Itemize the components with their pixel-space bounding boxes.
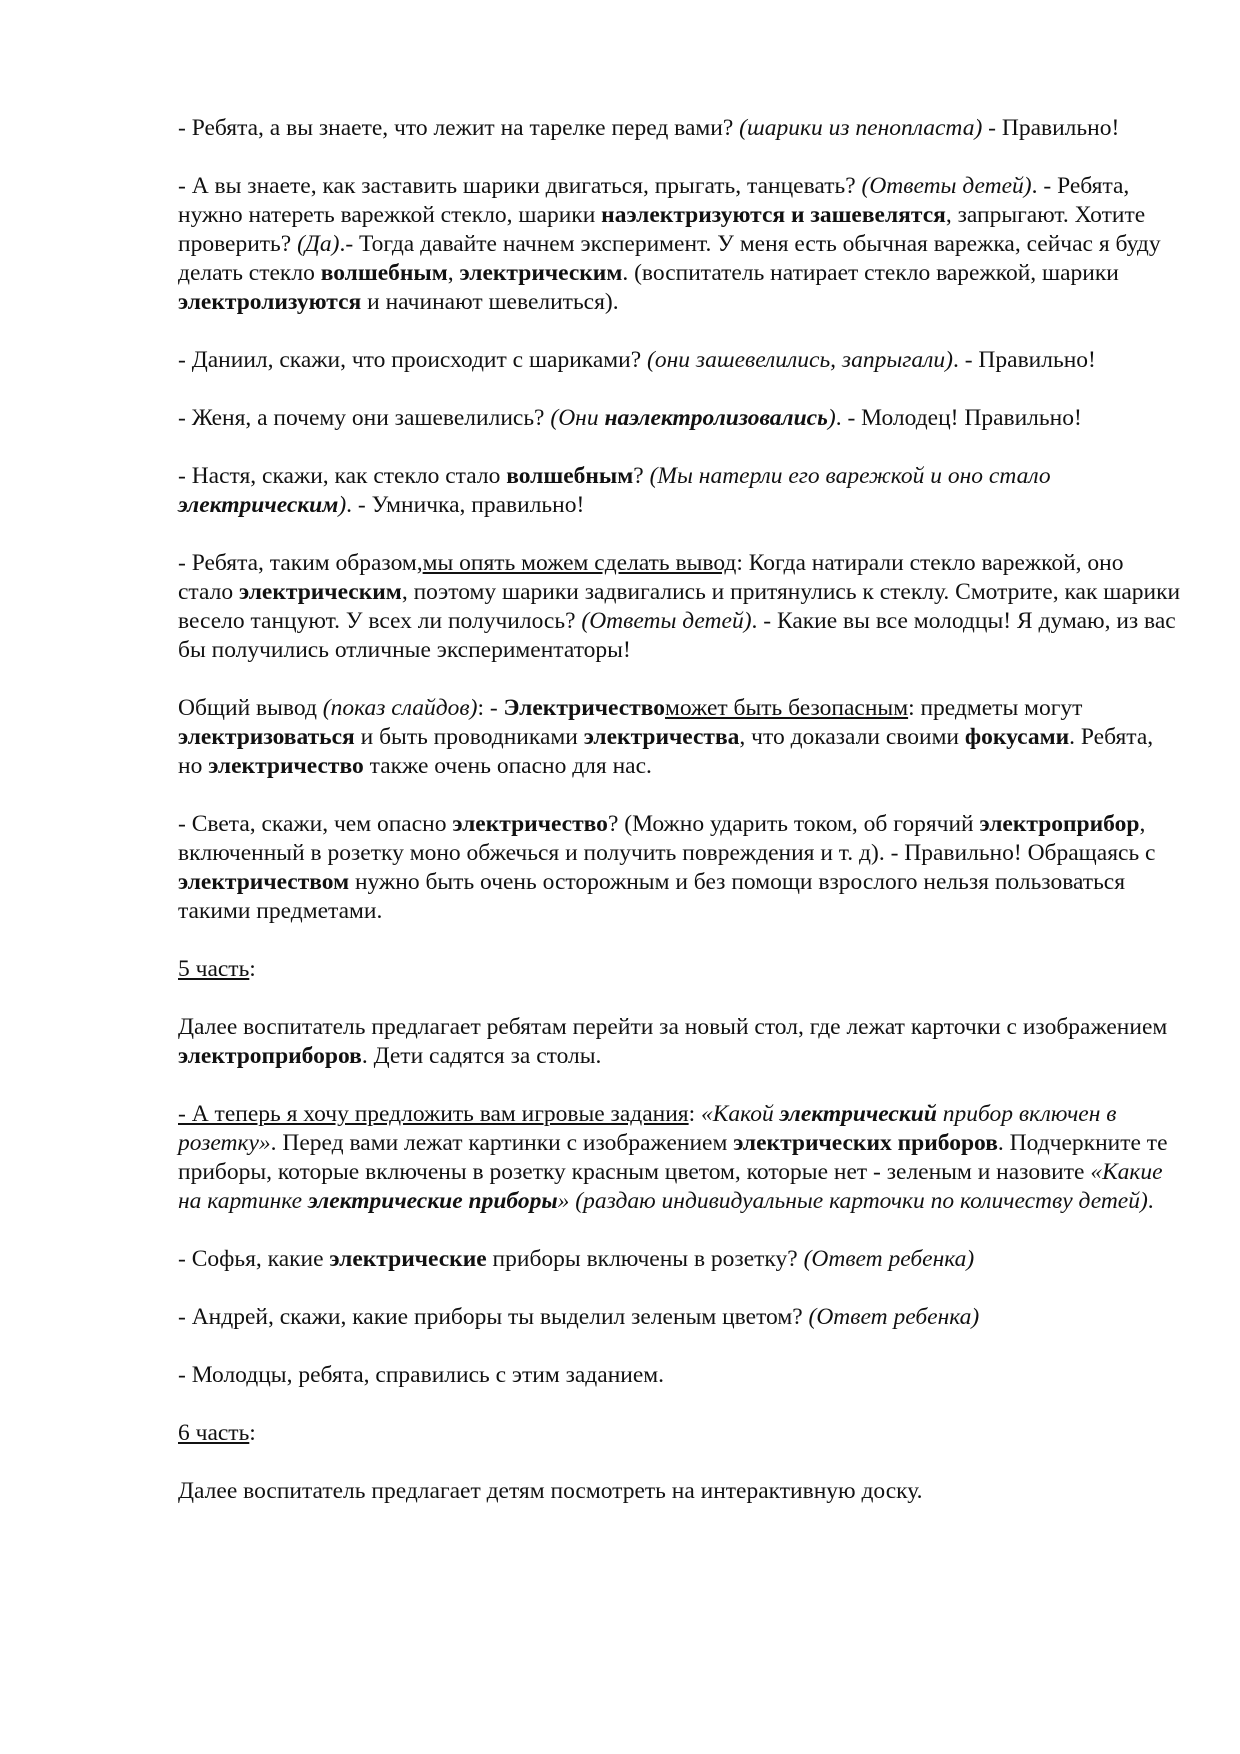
text-run: и быть проводниками — [354, 724, 584, 750]
text-run: ? — [633, 463, 650, 489]
paragraph-10 — [178, 1013, 1182, 1071]
text-run: (Ответ ребенка) — [808, 1304, 980, 1330]
text-run: » — [557, 1188, 570, 1214]
text-run: ) — [338, 492, 347, 518]
text-run: : — [249, 956, 256, 982]
text-run: мы опять можем сделать вывод — [422, 550, 737, 576]
text-run: (показ слайдов) — [322, 695, 478, 721]
text-run: электролизуются — [178, 289, 362, 315]
text-run: электричества — [583, 724, 740, 750]
text-run: электроприборов — [178, 1043, 362, 1069]
text-run: . - Какие вы все молодцы! Я думаю, из вас бы получились отличные экспериментаторы! — [178, 608, 1182, 663]
text-run: электрические — [329, 1246, 487, 1272]
text-run: , — [447, 260, 460, 286]
text-run: . - Молодец! Правильно! — [835, 405, 1082, 431]
text-run: электричество — [452, 811, 608, 837]
text-run: (шарики из пенопласта) — [739, 115, 983, 141]
text-run: , поэтому шарики задвигались и притянулись к стеклу. Смотрите, как шарики весело танцуют. У всех ли получилось? — [178, 579, 1186, 634]
text-run: (Ответ ребенка) — [803, 1246, 975, 1272]
paragraph-9 — [178, 955, 1182, 984]
text-run: (Они — [550, 405, 605, 431]
text-run: . Дети садятся за столы. — [361, 1043, 602, 1069]
text-run: , включенный в розетку моно обжечься и получить повреждения и т. д). - Правильно! Обращаясь с — [178, 811, 1162, 866]
paragraph-5 — [178, 462, 1182, 520]
text-run: электрический — [779, 1101, 937, 1127]
text-run: электрическим — [459, 260, 623, 286]
text-run: . Перед вами лежат картинки с изображением — [270, 1130, 734, 1156]
text-run: электричество — [208, 753, 364, 779]
text-run: .- Тогда давайте начнем эксперимент. У меня есть обычная варежка, сейчас я буду делать стекло — [178, 231, 1167, 286]
text-run: : - — [477, 695, 504, 721]
text-run: нужно быть очень осторожным и без помощи взрослого нельзя пользоваться такими предметами. — [178, 869, 1131, 924]
text-run: . Подчеркните те приборы, которые включены в розетку красным цветом, которые нет - зеленым и назовите — [178, 1130, 1174, 1185]
text-run: электрическим — [238, 579, 402, 605]
paragraph-14 — [178, 1361, 1182, 1390]
text-run: (Ответы детей) — [861, 173, 1032, 199]
text-run: и начинают шевелиться). — [361, 289, 619, 315]
text-run: (Ответы детей) — [581, 608, 752, 634]
text-run: Далее воспитатель предлагает ребятам перейти за новый стол, где лежат карточки с изображением — [178, 1014, 1174, 1040]
text-run: Далее воспитатель предлагает детям посмотреть на интерактивную доску. — [178, 1478, 923, 1504]
text-run: может быть безопасным — [665, 695, 909, 721]
text-run: : Когда натирали стекло варежкой, оно стало — [178, 550, 1130, 605]
text-run: - Правильно! — [982, 115, 1120, 141]
text-run: . - Ребята, нужно натереть варежкой стекло, шарики — [178, 173, 1136, 228]
text-run: : — [249, 1420, 256, 1446]
text-run: наэлектризуются и зашевелятся — [601, 202, 946, 228]
paragraph-12 — [178, 1245, 1182, 1274]
text-run: Электричество — [503, 695, 665, 721]
text-run: : предметы могут — [908, 695, 1089, 721]
text-run: . (воспитатель натирает стекло варежкой, шарики — [622, 260, 1125, 286]
text-run: волшебным — [320, 260, 448, 286]
text-run: приборы включены в розетку? — [486, 1246, 804, 1272]
text-run: (Да) — [297, 231, 340, 257]
text-run: волшебным — [506, 463, 634, 489]
paragraph-15 — [178, 1419, 1182, 1448]
text-run: . - Умничка, правильно! — [346, 492, 585, 518]
text-run: (они зашевелились, запрыгали) — [647, 347, 953, 373]
text-run: электризоваться — [178, 724, 355, 750]
text-run: : — [688, 1101, 702, 1127]
text-run: - А теперь я хочу предложить вам игровые задания — [178, 1101, 689, 1127]
paragraph-7 — [178, 694, 1182, 781]
text-run: - Даниил, скажи, что происходит с шариками? — [178, 347, 648, 373]
paragraph-16 — [178, 1477, 1182, 1506]
text-run: ? (Можно ударить током, об горячий — [607, 811, 980, 837]
text-run: - Софья, какие — [178, 1246, 330, 1272]
text-run: . - Правильно! — [952, 347, 1096, 373]
paragraph-2 — [178, 172, 1182, 317]
text-run: - Ребята, а вы знаете, что лежит на тарелке перед вами? — [178, 115, 740, 141]
text-run: - Света, скажи, чем опасно — [178, 811, 453, 837]
paragraph-11 — [178, 1100, 1182, 1216]
text-run: - Андрей, скажи, какие приборы ты выделил зеленым цветом? — [178, 1304, 809, 1330]
text-run: электрических приборов — [733, 1130, 998, 1156]
text-run: 5 часть — [178, 956, 250, 982]
text-run: наэлектролизовались — [604, 405, 828, 431]
text-run: - А вы знаете, как заставить шарики двигаться, прыгать, танцевать? — [178, 173, 862, 199]
text-run: , запрыгают. Хотите проверить? — [178, 202, 1152, 257]
text-run: электрические приборы — [307, 1188, 558, 1214]
text-run: прибор включен в розетку» — [178, 1101, 1123, 1156]
text-run: - Настя, скажи, как стекло стало — [178, 463, 507, 489]
text-run: (Мы натерли его варежкой и оно стало — [649, 463, 1057, 489]
text-run: 6 часть — [178, 1420, 250, 1446]
paragraph-13 — [178, 1303, 1182, 1332]
text-run: ) — [827, 405, 836, 431]
text-run: , что доказали своими — [739, 724, 965, 750]
paragraph-6 — [178, 549, 1186, 665]
text-run: электрическим — [178, 492, 339, 518]
text-run: - Молодцы, ребята, справились с этим заданием. — [178, 1362, 665, 1388]
text-run: - Женя, а почему они зашевелились? — [178, 405, 551, 431]
text-run: электроприбор — [979, 811, 1140, 837]
paragraph-1 — [178, 114, 1182, 143]
paragraph-8 — [178, 810, 1182, 926]
text-run: электричеством — [178, 869, 350, 895]
text-run: «Какой — [701, 1101, 780, 1127]
document-page — [178, 114, 1186, 1506]
paragraph-4 — [178, 404, 1182, 433]
text-run: фокусами — [964, 724, 1070, 750]
text-run: Общий вывод — [178, 695, 323, 721]
text-run: также очень опасно для нас. — [363, 753, 652, 779]
text-run: - Ребята, таким образом, — [178, 550, 423, 576]
text-run: . Ребята, но — [178, 724, 1160, 779]
text-run: (раздаю индивидуальные карточки по количеству детей) — [575, 1188, 1148, 1214]
paragraph-3 — [178, 346, 1182, 375]
text-run: . — [1147, 1188, 1154, 1214]
text-run: «Какие на картинке — [178, 1159, 1169, 1214]
